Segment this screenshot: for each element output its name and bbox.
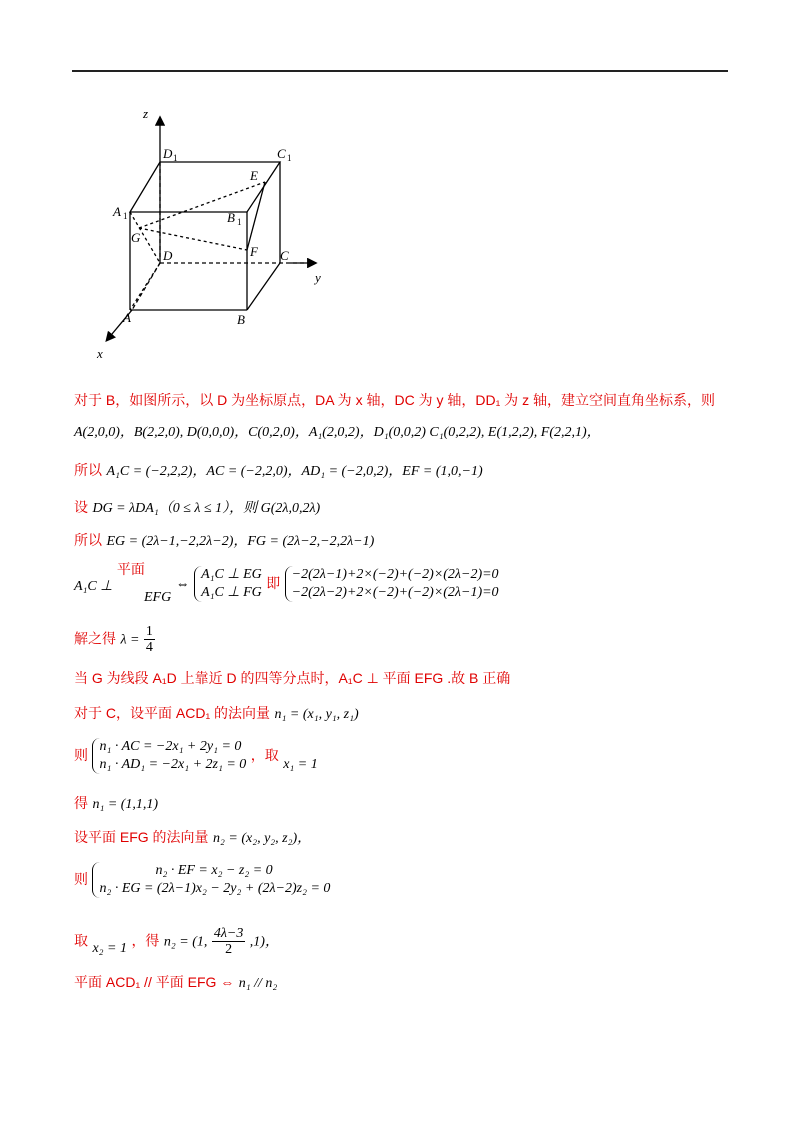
label-x: x [97,346,103,361]
svg-text:1: 1 [287,153,292,163]
fraction-normal-component: $\frac{4\lambda-3}{2}$ [213,926,244,957]
line-15: 平面 ACD₁ // 平面 EFG ⇔ n₁ // n₂ [74,974,278,991]
line-9: 对于 C，设平面 ACD₁ 的法向量 n₁ = (x₁, y₁, z₁) [74,705,359,722]
label-E: E [250,168,258,183]
label-D1: D [163,146,173,161]
label-A1: A [113,204,121,219]
svg-text:1: 1 [123,211,128,221]
label-D: D [163,248,173,263]
header-rule [72,70,728,72]
line-13: 则 n₂ · EF = x₂ − z₂ = 0 n₂ · EG = (2λ−1)x₂ − 2y₂ + (2λ−2)z₂ = 0 [74,863,331,896]
label-z: z [143,106,149,121]
line-4: 设 DG = λDA₁（0 ≤ λ ≤ 1），则 G(2λ,0,2λ) [74,499,321,516]
line-6: A₁C ⊥ 平面 EFG ⇔ A₁C ⊥ EG A₁C ⊥ FG 即 −2(2λ−1)+2×(−2)+(−2)×(2λ−2)=0 −2(2λ−2)+2×(−2)+(−2)×(2λ−1)=0 [74,560,499,605]
svg-text:1: 1 [173,153,178,163]
line-2: A(2,0,0)，B(2,2,0), D(0,0,0)，C(0,2,0)，A₁(2,0,2)，D₁(0,0,2) C₁(0,2,2), E(1,2,2), F(2,2,1)， [74,425,601,440]
svg-text:1: 1 [237,217,242,227]
line-5: 所以 EG = (2λ−1,−2,2λ−2)，FG = (2λ−2,−2,2λ−1) [74,532,375,549]
cube-diagram [95,100,335,365]
line-12: 设平面 EFG 的法向量 n₂ = (x₂, y₂, z₂)， [74,829,312,846]
label-F: F [250,244,258,259]
label-C1: C [277,146,286,161]
line-1: 对于 B，如图所示，以 D 为坐标原点，DA 为 x 轴，DC 为 y 轴，DD₁ 为 z 轴，建立空间直角坐标系，则 [74,392,715,408]
label-y: y [315,270,321,285]
line-10: 则 n₁ · AC = −2x₁ + 2y₁ = 0 n₁ · AD₁ = −2x₁ + 2z₁ = 0 ，取 x₁ = 1 [74,739,318,772]
label-B: B [237,312,245,327]
line-3: 所以 A₁C = (−2,2,2)，AC = (−2,2,0)，AD₁ = (−2,0,2)，EF = (1,0,−1) [74,462,483,479]
label-C: C [280,248,289,263]
label-A: A [123,310,131,325]
line-14: 取 x₂ = 1 ，得 n₂ = (1, $\frac{4\lambda-3}{2}$ ,1)， [74,926,279,957]
label-B1: B [227,210,235,225]
line-11: 得 n₁ = (1,1,1) [74,795,159,812]
fraction-one-quarter: $\frac{1}{4}$ [145,624,153,655]
label-G: G [131,230,141,245]
line-7: 解之得 λ = $\frac{1}{4}$ [74,624,153,655]
line-8: 当 G 为线段 A₁D 上靠近 D 的四等分点时，A₁C ⊥ 平面 EFG .故 B 正确 [74,670,511,686]
